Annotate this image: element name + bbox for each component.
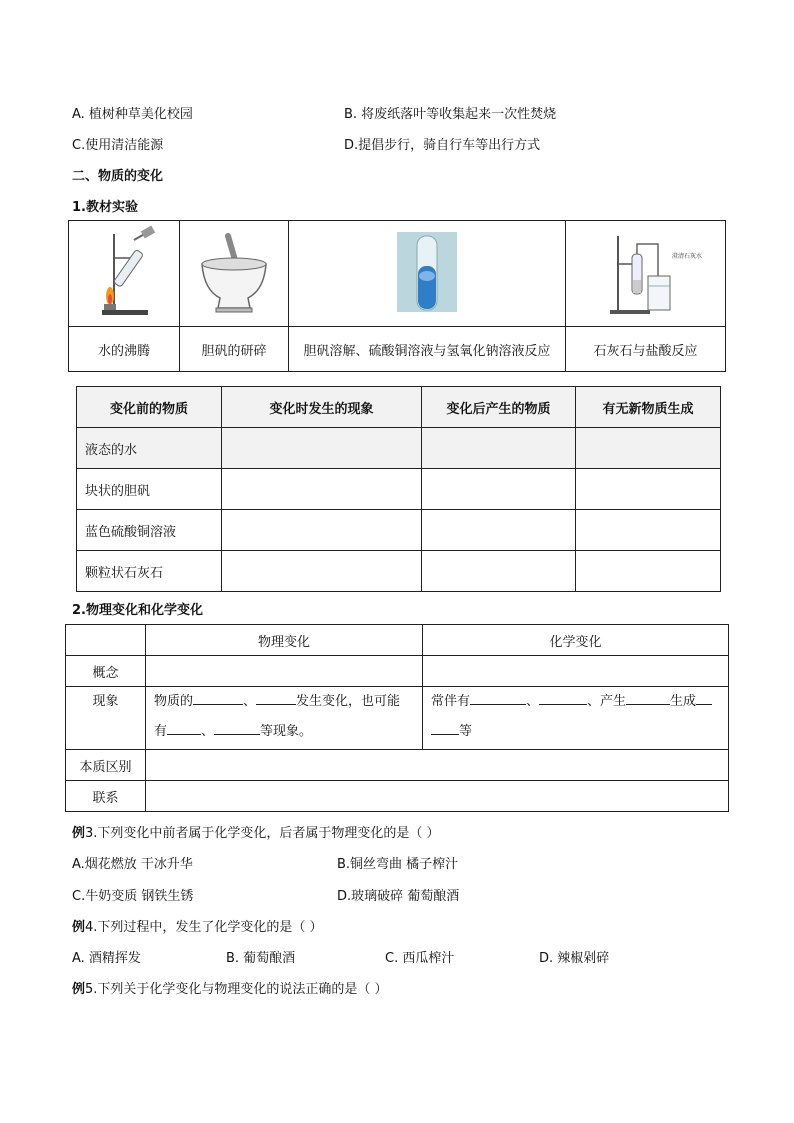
copper-sulfate-image — [289, 221, 566, 327]
table-row — [77, 510, 721, 551]
row-label: 液态的水 — [77, 428, 222, 469]
mortar-image — [180, 221, 289, 327]
fill-blank[interactable] — [626, 690, 670, 705]
blank-cell — [576, 510, 721, 551]
table-header: 有无新物质生成 — [576, 387, 721, 428]
row-label: 颗粒状石灰石 — [77, 551, 222, 592]
lab-label: 澄清石灰水 — [671, 252, 702, 260]
subsection-title-2: 2.物理变化和化学变化 — [72, 603, 203, 618]
experiment-caption: 胆矾溶解、硫酸铜溶液与氢氧化钠溶液反应 — [289, 327, 566, 372]
blank-cell — [222, 551, 422, 592]
example-4-option-c: C. 西瓜榨汁 — [385, 951, 455, 966]
table-header: 变化前的物质 — [77, 387, 222, 428]
blank-cell — [423, 656, 729, 687]
blank-cell — [576, 469, 721, 510]
blank-cell — [422, 551, 576, 592]
example-3-option-d: D.玻璃破碎 葡萄酿酒 — [337, 889, 460, 904]
blank-cell — [422, 469, 576, 510]
subsection-title-1: 1.教材实验 — [72, 200, 138, 215]
example-3-option-c: C.牛奶变质 钢铁生锈 — [72, 889, 194, 904]
blank-cell — [422, 428, 576, 469]
row-label: 块状的胆矾 — [77, 469, 222, 510]
blank-cell — [146, 656, 423, 687]
boiling-water-image — [69, 221, 180, 327]
row-label-phenomenon: 现象 — [66, 687, 146, 750]
blank-cell — [576, 551, 721, 592]
option-c: C.使用清洁能源 — [72, 138, 164, 153]
blank-cell — [222, 469, 422, 510]
experiment-caption: 石灰石与盐酸反应 — [566, 327, 726, 372]
example-4-stem: 例4.下列过程中，发生了化学变化的是（ ） — [72, 920, 323, 935]
comparison-table — [65, 624, 729, 812]
row-label: 蓝色硫酸铜溶液 — [77, 510, 222, 551]
fill-blank[interactable] — [696, 690, 712, 705]
table-row — [77, 469, 721, 510]
fill-blank[interactable] — [256, 690, 296, 705]
observation-table — [76, 386, 721, 592]
fill-blank[interactable] — [431, 720, 459, 735]
col-header-chemical: 化学变化 — [423, 625, 729, 656]
corner-cell — [66, 625, 146, 656]
fill-blank[interactable] — [539, 690, 587, 705]
table-header: 变化后产生的物质 — [422, 387, 576, 428]
experiment-table — [68, 220, 726, 372]
row-label-link: 联系 — [66, 781, 146, 812]
blank-cell — [146, 750, 729, 781]
fill-blank[interactable] — [214, 720, 260, 735]
option-d: D.提倡步行，骑自行车等出行方式 — [344, 138, 541, 153]
experiment-caption: 胆矾的研碎 — [180, 327, 289, 372]
section-title: 二、物质的变化 — [72, 169, 164, 184]
option-a: A. 植树种草美化校园 — [72, 107, 193, 122]
limestone-acid-image — [566, 221, 726, 327]
row-label-concept: 概念 — [66, 656, 146, 687]
example-4-option-a: A. 酒精挥发 — [72, 951, 141, 966]
blank-cell — [576, 428, 721, 469]
experiment-caption: 水的沸腾 — [69, 327, 180, 372]
fill-blank[interactable] — [193, 690, 243, 705]
row-label-essence: 本质区别 — [66, 750, 146, 781]
blank-cell — [422, 510, 576, 551]
chemical-phenomenon-cell: 常伴有 、 、产生 生成 等 — [423, 687, 729, 750]
example-3-stem: 例3.下列变化中前者属于化学变化，后者属于物理变化的是（ ） — [72, 826, 440, 841]
fill-blank[interactable] — [167, 720, 201, 735]
blank-cell — [222, 428, 422, 469]
blank-cell — [146, 781, 729, 812]
table-header: 变化时发生的现象 — [222, 387, 422, 428]
blank-cell — [222, 510, 422, 551]
example-4-option-d: D. 辣椒剁碎 — [539, 951, 610, 966]
example-5-stem: 例5.下列关于化学变化与物理变化的说法正确的是（ ） — [72, 982, 388, 997]
fill-blank[interactable] — [470, 690, 526, 705]
option-b: B. 将废纸落叶等收集起来一次性焚烧 — [344, 107, 557, 122]
example-4-option-b: B. 葡萄酿酒 — [226, 951, 296, 966]
table-row — [77, 551, 721, 592]
table-row — [77, 428, 721, 469]
col-header-physical: 物理变化 — [146, 625, 423, 656]
physical-phenomenon-cell: 物质的 、 发生变化，也可能 有 、 等现象。 — [146, 687, 423, 750]
example-3-option-a: A.烟花燃放 干冰升华 — [72, 857, 193, 872]
example-3-option-b: B.铜丝弯曲 橘子榨汁 — [337, 857, 459, 872]
